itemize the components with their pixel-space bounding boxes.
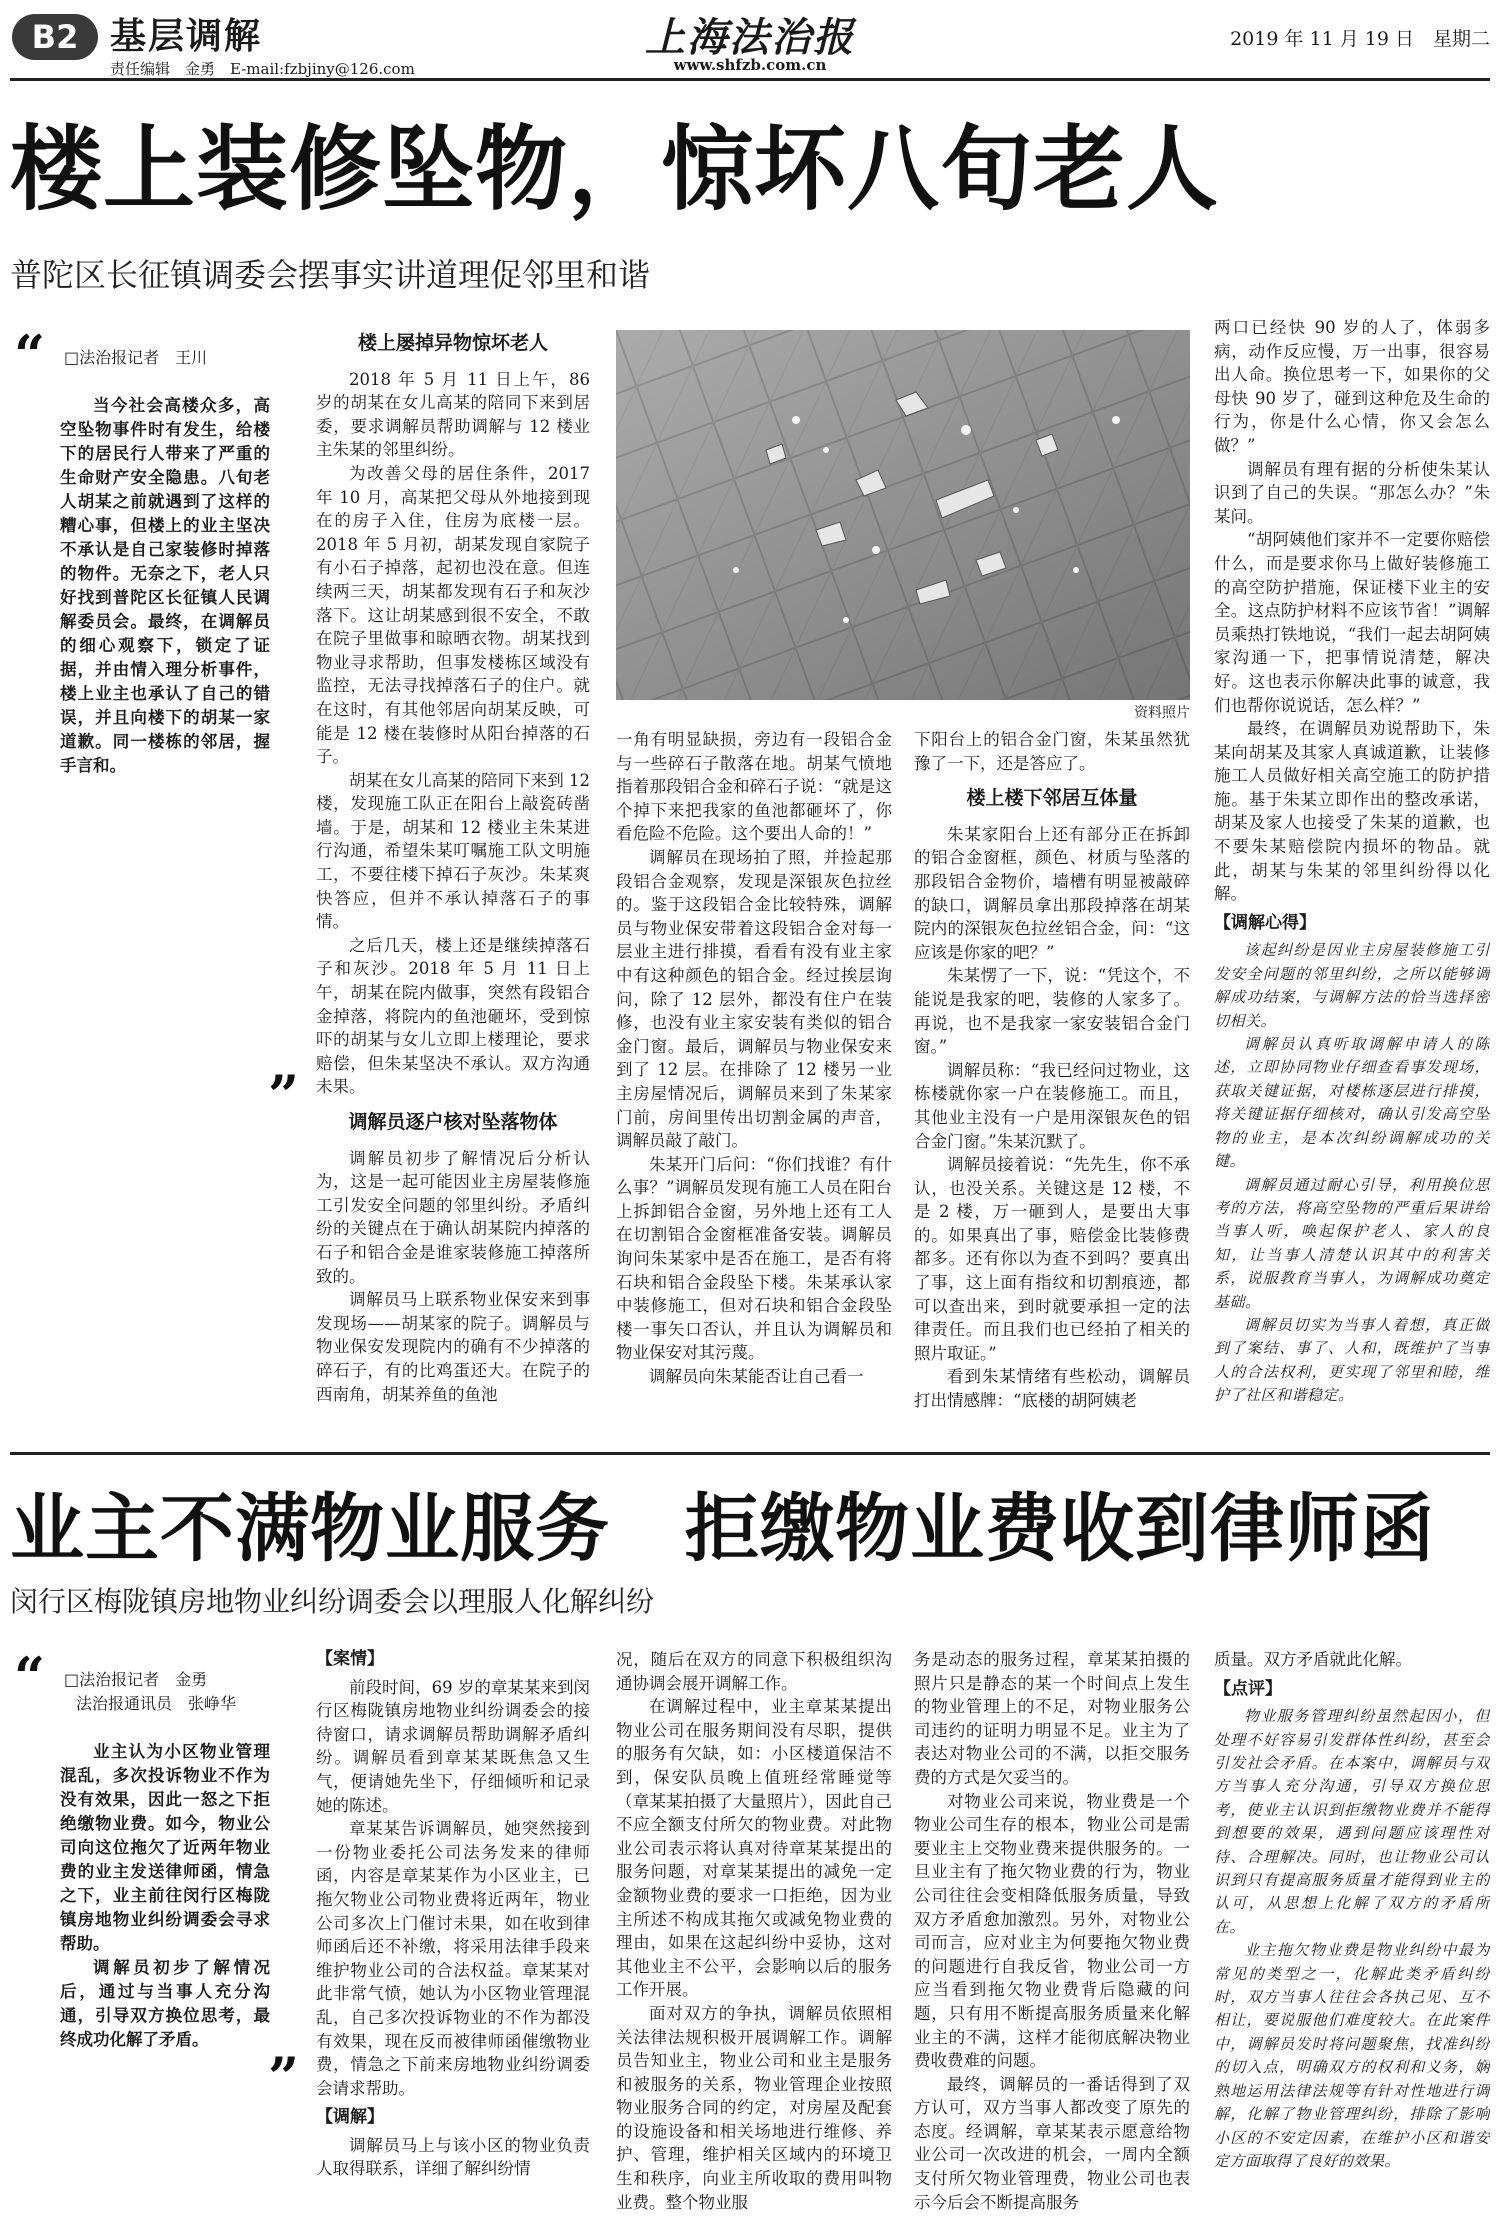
paragraph: 质量。双方矛盾就此化解。 [1214, 1650, 1412, 1669]
paragraph: 前段时间，69 岁的章某某来到闵行区梅陇镇房地物业纠纷调委会的接待窗口，请求调解员帮助调解矛盾纠纷。调解员看到章某某既焦急又生气，便请她先坐下，仔细倾听和记录她的陈述。 [316, 1677, 590, 1815]
article1-lead: 当今社会高楼众多，高空坠物事件时有发生，给楼下的居民行人带来了严重的生命财产安全隐患。八旬老人胡某之前就遇到了这样的糟心事，但楼上的业主坚决不承认是自己家装修时掉落的物件。无奈之下，老人只好找到普陀区长征镇人民调解委员会。最终，在调解员的细心观察下，锁定了证据，并由情入理分析事件，楼上业主也承认了自己的错误，并且向楼下的胡某一家道歉。同一楼栋的邻居，握手言和。 [60, 396, 270, 775]
article1-section-title-1: 楼上屡掉异物惊坏老人 [357, 332, 548, 354]
article1-lead-box [10, 323, 300, 1127]
article2-column-3 [616, 1648, 892, 2223]
article2-lead: 业主认为小区物业管理混乱，多次投诉物业不作为没有效果，因此一怒之下拒绝缴物业费。如今，物业公司向这位拖欠了近两年物业费的业主发送律师函，情急之下，业主前往闵行区梅陇镇房地物业纠纷调委会寻求帮助。 调解员初步了解情况后，通过与当事人充分沟通，引导双方换位思考，最终成功化解了矛盾。 [60, 1742, 270, 2049]
paragraph: 之后几天，楼上还是继续掉落石子和灰沙。2018 年 5 月 11 日上午，胡某在院内做事，突然有段铝合金掉落，将院内的鱼池砸坏，受到惊吓的胡某与女儿立即上楼理论，要求赔偿，但朱某坚决不承认。双方沟通未果。 [316, 935, 590, 1097]
open-quote-icon: “ [14, 1645, 46, 1709]
paragraph: 务是动态的服务过程，章某某拍摄的照片只是静态的某一个时间点上发生的物业管理上的不足，对物业服务公司违约的证明力明显不足。业主为了表达对物业公司的不满，以拒交服务费的方式是欠妥当的。 [914, 1650, 1190, 1787]
paragraph: 最终，调解员的一番话得到了双方认可，双方当事人都改变了原先的态度。经调解，章某某表示愿意给物业公司一次改进的机会，一周内全额支付所欠物业管理费，物业公司也表示今后会不断提高服务 [914, 2074, 1190, 2212]
article2-lead-box [10, 1645, 300, 2220]
paragraph: 看到朱某情绪有些松动，调解员打出情感牌：“底楼的胡阿姨老 [914, 1367, 1190, 1411]
masthead-title: 上海法治报 [645, 14, 855, 61]
header-divider [10, 78, 1490, 81]
paragraph: 调解员向朱某能否让自己看一 [649, 1367, 864, 1387]
issue-date: 2019 年 11 月 19 日 星期二 [1230, 28, 1490, 50]
paragraph: 调解员在现场拍了照，并捡起那段铝合金观察，发现是深银灰色拉丝的。鉴于这段铝合金比较特殊，调解员与物业保安带着这段铝合金对每一层业主进行排摸，看看有没有业主家中有这种颜色的铝合金。经过挨层询问，除了 12 层外，都没有住户在装修，也没有业主家安装有类似的铝合金门窗。最后，调解员与物业保安来到了 12 层。在排除了 12 楼另一业主房屋情况后，调解员来到了朱某家门前，房间里传出切割金属的声音，调解员敲了敲门。 [616, 847, 892, 1151]
section-title: 基层调解 [110, 16, 263, 57]
photo-image [616, 330, 1190, 700]
article2-column-2 [316, 1648, 590, 2223]
paragraph: 胡某在女儿高某的陪同下来到 12 楼，发现施工队正在阳台上敲瓷砖凿墙。于是，胡某和 12 楼业主朱某进行沟通，希望朱某叮嘱施工队文明施工，不要往楼下掉石子灰沙。朱某爽快答应，但并不承认掉落石子的事情。 [316, 770, 590, 932]
paragraph: 调解员马上与该小区的物业负责人取得联系，详细了解纠纷情 [316, 2135, 590, 2179]
article2-headline: 业主不满物业服务 拒缴物业费收到律师函 [10, 1486, 1435, 1572]
article2-commentary: 物业服务管理纠纷虽然起因小，但处理不好容易引发群体性纠纷，甚至会引发社会矛盾。在本案中，调解员与双方当事人充分沟通，引导双方换位思考，使业主认识到拒缴物业费并不能得到想要的效果，遇到问题应该理性对待、合理解决。同时，也让物业公司认识到只有提高服务质量才能得到业主的认可，从思想上化解了双方的矛盾所在。 业主拖欠物业费是物业纠纷中最为常见的类型之一，化解此类矛盾纠纷时，双方当事人往往会各执己见、互不相让，要说服他们难度较大。在此案件中，调解员发时将问题聚焦，找准纠纷的切入点，明确双方的权利和义务，娴熟地运用法律法规等有针对性地进行调解，化解了物业管理纠纷，排除了影响小区的不安定因素，在维护小区和谐安定方面取得了良好的效果。 [1214, 1707, 1490, 2170]
article1-headline: 楼上装修坠物，惊坏八旬老人 [10, 116, 1220, 223]
paragraph: 对物业公司来说，物业费是一个物业公司生存的根本，物业公司是需要业主上交物业费来提供服务的。一旦业主有了拖欠物业费的行为，物业公司往往会变相降低服务质量，导致双方矛盾愈加激烈。另外，对物业公司而言，应对业主为何要拖欠物业费的问题进行自我反省，物业公司一方应当看到拖欠物业费背后隐藏的问题，只有用不断提高服务质量来化解业主的不满，这样才能彻底解决物业费收费难的问题。 [914, 1791, 1190, 2071]
paragraph: 两口已经快 90 岁的人了，体弱多病，动作反应慢，万一出事，很容易出人命。换位思考一下，如果你的父母快 90 岁了，碰到这种危及生命的行为，你是什么心情，你又会怎么做？” [1214, 318, 1490, 455]
article1-byline: □法治报记者 王川 [64, 348, 208, 367]
article2-commentary-label: 【点评】 [1214, 1678, 1282, 1699]
paragraph: 调解员接着说：“先先生，你不承认，也没关系。关键这是 12 楼，不是 2 楼，万一砸到人，是要出大事的。如果真出了事，赔偿金比装修费都多。还有你以为查不到吗？要真出了事，这上面有指纹和切割痕迹，都可以查出来，到时就要承担一定的法律责任。而且我们也已经拍了相关的照片取证。” [914, 1155, 1190, 1363]
paragraph: 在调解过程中，业主章某某提出物业公司在服务期间没有尽职，提供的服务有欠缺，如：小区楼道保洁不到，保安队员晚上值班经常睡觉等（章某某拍摄了大量照片），因此自己不应全额支付所欠的物业费。对此物业公司表示将认真对待章某某提出的服务问题，对章某某提出的减免一定金额物业费的要求一口拒绝，因为业主所述不构成其拖欠或减免物业费的理由，如果在这起纠纷中妥协，这对其他业主不公平，会影响以后的服务工作开展。 [616, 1697, 892, 2000]
paragraph: 章某某告诉调解员，她突然接到一份物业委托公司法务发来的律师函，内容是章某某作为小区业主，已拖欠物业公司物业费将近两年，物业公司多次上门催讨未果，如在收到律师函后还不补缴，将采用法律手段来维护物业公司的合法权益。章某某对此非常气愤，她认为小区物业管理混乱，自己多次投诉物业的不作为都没有效果，现在反而被律师函催缴物业费，情急之下前来房地物业纠纷调委会请求帮助。 [316, 1819, 590, 2098]
article1-column-2 [316, 330, 590, 1438]
paragraph: 调解员初步了解情况后分析认为，这是一起可能因业主房屋装修施工引发安全问题的邻里纠纷。矛盾纠纷的关键点在于确认胡某院内掉落的石子和铝合金是谁家装修施工掉落所致的。 [316, 1148, 590, 1286]
article1-commentary-label: 【调解心得】 [1214, 912, 1316, 933]
debris-photo [616, 330, 1190, 700]
article1-section-title-2: 调解员逐户核对坠落物体 [348, 1111, 558, 1133]
paragraph: 朱某家阳台上还有部分正在拆卸的铝合金窗框，颜色、材质与坠落的那段铝合金物价，墙槽有明显被敲碎的缺口，调解员拿出那段掉落在胡某院内的深银灰色拉丝铝合金，问：“这应该是你家的吧？” [914, 824, 1190, 962]
paragraph: 一角有明显缺损，旁边有一段铝合金与一些碎石子散落在地。胡某气愤地指着那段铝合金和碎石子说：“就是这个掉下来把我家的鱼池都砸坏了，你看危险不危险。这个要出人命的！” [616, 730, 892, 844]
paragraph: 最终，在调解员劝说帮助下，朱某向胡某及其家人真诚道歉，让装修施工人员做好相关高空施工的防护措施。基于朱某立即作出的整改承诺，胡某及家人也接受了朱某的道歉，也不要朱某赔偿院内损坏的物品。就此，胡某与朱某的邻里纠纷得以化解。 [1214, 719, 1490, 904]
editor-info: 责任编辑 金勇 E-mail:fzbjiny@126.com [110, 60, 415, 78]
paragraph: 下阳台上的铝合金门窗，朱某虽然犹豫了一下，还是答应了。 [914, 730, 1190, 773]
paragraph: “胡阿姨他们家并不一定要你赔偿什么，而是要求你马上做好装修施工的高空防护措施，保证楼下业主的安全。这点防护材料不应该节省！”调解员乘热打铁地说，“我们一起去胡阿姨家沟通一下，把事情说清楚，解决好。这也表示你解决此事的诚意，我们也帮你说说话，怎么样？” [1214, 530, 1490, 715]
photo-caption: 资料照片 [1134, 705, 1190, 721]
article1-subhead: 普陀区长征镇调委会摆事实讲道理促邻里和谐 [10, 256, 651, 294]
newspaper-header [0, 0, 1500, 76]
paragraph: 朱某开门后问：“你们找谁？有什么事？”调解员发现有施工人员在阳台上拆卸铝合金窗，另外地上还有工人在切割铝合金窗框准备安装。调解员询问朱某家中是否在施工，是否有将石块和铝合金段坠下楼。朱某承认家中装修施工，但对石块和铝合金段坠楼一事矢口否认，并且认为调解员和物业保安对其污蔑。 [616, 1154, 892, 1363]
article1-column-4 [914, 728, 1190, 1438]
paragraph: 况，随后在双方的同意下积极组织沟通协调会展开调解工作。 [616, 1650, 892, 1693]
article1-section-title-3: 楼上楼下邻居互体量 [966, 787, 1138, 810]
article2-subhead: 闵行区梅陇镇房地物业纠纷调委会以理服人化解纠纷 [10, 1585, 655, 1618]
article2-byline-reporter: □法治报记者 金勇 [64, 1670, 208, 1689]
paragraph: 调解员有理有据的分析使朱某认识到了自己的失误。“那怎么办？”朱某问。 [1214, 459, 1490, 526]
page-number-badge: B2 [12, 14, 98, 60]
paragraph: 调解员称：“我已经问过物业，这栋楼就你家一户在装修施工。而且，其他业主没有一户是用深银灰色的铝合金门窗。”朱某沉默了。 [914, 1060, 1190, 1151]
paragraph: 调解员马上联系物业保安来到事发现场——胡某家的院子。调解员与物业保安发现院内的确有不少掉落的碎石子，有的比鸡蛋还大。在院子的西南角，胡某养鱼的鱼池 [316, 1290, 590, 1404]
article1-column-3 [616, 728, 892, 1438]
paragraph: 朱某愣了一下，说：“凭这个，不能说是我家的吧，装修的人家多了。再说，也不是我家一家安装铝合金门窗。” [914, 966, 1190, 1057]
paragraph: 为改善父母的居住条件，2017 年 10 月，高某把父母从外地接到现在的房子入住，住房为底楼一层。2018 年 5 月初，胡某发现自家院子有小石子掉落，起初也没在意。但连续两三天，胡某都发现有石子和灰沙落下。这让胡某感到很不安全，不敢在院子里做事和晾晒衣物。胡某找到物业寻求帮助，但事发楼栋区域没有监控，无法寻找掉落石子的住户。就在这时，有其他邻居向胡某反映，可能是 12 楼在装修时从阳台掉落的石子。 [316, 463, 590, 767]
article2-case-label: 【案情】 [316, 1649, 384, 1669]
article2-byline-correspondent: 法治报通讯员 张峥华 [76, 1694, 237, 1713]
article-divider [10, 1452, 1490, 1455]
close-quote-icon: ” [268, 1063, 300, 1127]
article1-column-5 [1214, 316, 1490, 1438]
masthead-url: www.shfzb.com.cn [673, 56, 827, 74]
article1-commentary: 该起纠纷是因业主房屋装修施工引发安全问题的邻里纠纷，之所以能够调解成功结案，与调解方法的恰当选择密切相关。 调解员认真听取调解申请人的陈述，立即协同物业仔细查看事发现场，获取关键证据，对楼栋逐层进行排摸，将关键证据仔细核对，确认引发高空坠物的业主，是本次纠纷调解成功的关键。 调解员通过耐心引导，利用换位思考的方法，将高空坠物的严重后果讲给当事人听，唤起保护老人、家人的良知，让当事人清楚认识其中的利害关系，说服教育当事人，为调解成功奠定基础。 调解员切实为当事人着想，真正做到了案结、事了、人和，既维护了当事人的合法权利，更实现了邻里和睦，维护了社区和谐稳定。 [1214, 941, 1490, 1405]
paragraph: 2018 年 5 月 11 日上午，86 岁的胡某在女儿高某的陪同下来到居委，要求调解员帮助调解与 12 楼业主朱某的邻里纠纷。 [316, 369, 590, 460]
paragraph: 面对双方的争执，调解员依照相关法律法规积极开展调解工作。调解员告知业主，物业公司和业主是服务和被服务的关系，物业管理企业按照物业服务合同的约定，对房屋及配套的设施设备和相关场地进行维修、养护、管理，维护相关区域内的环境卫生和秩序，向业主所收取的费用叫物业费。整个物业服 [616, 2003, 892, 2212]
article2-column-4 [914, 1648, 1190, 2223]
article2-column-5 [1214, 1648, 1490, 2223]
article2-mediation-label: 【调解】 [316, 2107, 384, 2128]
open-quote-icon: “ [14, 323, 46, 387]
close-quote-icon: ” [268, 2045, 300, 2109]
